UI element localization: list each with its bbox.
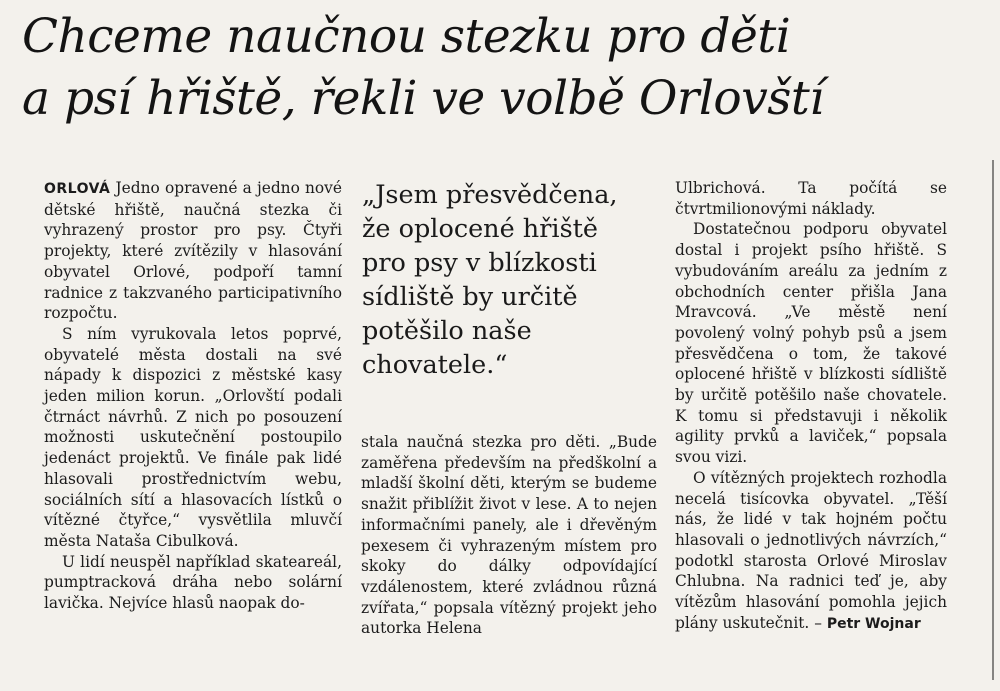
closing-text: O vítězných projektech rozhodla necelá tisícovka obyvatel. „Těší nás, že lidé v tak hojném počtu hlasovali o jednotlivých návrzích,“ podotkl starosta Orlové Miroslav Chlubna. Na radnici teď je, aby vítězům hlasování pomohla jejich plány uskutečnit. – <box>675 468 947 632</box>
article-column-2 <box>361 432 657 639</box>
lead-text: Jedno opravené a jedno nové dětské hřiště, naučná stezka či vyhrazený prostor pro psy. Čtyři projekty, které zvítězily v hlasování obyvatel Orlové, podpoří tamní radnice z takzvaného participativního rozpočtu. <box>44 179 342 323</box>
pull-quote-line: sídliště by určitě <box>362 282 578 312</box>
author-byline: Petr Wojnar <box>826 615 921 632</box>
paragraph: Ulbrichová. Ta počítá se čtvrtmilionovými náklady. <box>675 179 947 218</box>
pull-quote-line: chovatele.“ <box>362 350 508 380</box>
pull-quote-line: pro psy v blízkosti <box>362 248 597 278</box>
pull-quote-line: že oplocené hřiště <box>362 214 598 244</box>
pull-quote <box>362 178 662 382</box>
lead-paragraph <box>44 178 342 324</box>
article-column-1 <box>44 178 342 614</box>
paragraph: U lidí neuspěl například skateareál, pumptracková dráha nebo solární lavička. Nejvíce hlasů naopak do- <box>44 552 342 613</box>
headline-line-1: Chceme naučnou stezku pro děti <box>22 9 791 64</box>
closing-paragraph <box>675 468 947 635</box>
paragraph: S ním vyrukovala letos poprvé, obyvatelé města dostali na své nápady k dispozici z městské kasy jeden milion korun. „Orlovští podali čtrnáct návrhů. Z nich po posouzení možnosti uskutečnění postoupilo jedenáct projektů. Ve finále pak lidé hlasovali prostřednictvím webu, sociálních sítí a hlasovacích lístků o vítězné čtyřce,“ vysvětlila mluvčí města Nataša Cibulková. <box>44 324 342 550</box>
pull-quote-line: „Jsem přesvědčena, <box>362 180 618 210</box>
paragraph: stala naučná stezka pro děti. „Bude zaměřena především na předškolní a mladší školní děti, kterým se budeme snažit přiblížit život v lese. A to nejen informačními panely, ale i dřevěným pexesem či vyhrazeným místem pro skoky do dálky odpovídající vzdálenostem, které zvládnou různá zvířata,“ popsala vítězný projekt jeho autorka Helena <box>361 433 657 638</box>
article-column-3 <box>675 178 947 634</box>
column-divider <box>992 160 994 680</box>
pull-quote-line: potěšilo naše <box>362 316 532 346</box>
headline <box>22 6 982 130</box>
paragraph: Dostatečnou podporu obyvatel dostal i projekt psího hřiště. S vybudováním areálu za jedním z obchodních center přišla Jana Mravcová. „Ve městě není povolený volný pohyb psů a jsem přesvědčena o tom, že takové oplocené hřiště v blízkosti sídliště by určitě potěšilo naše chovatele. K tomu si představuji i několik agility prvků a laviček,“ popsala svou vizi. <box>675 220 947 467</box>
headline-line-2: a psí hřiště, řekli ve volbě Orlovští <box>22 71 824 126</box>
dateline: ORLOVÁ <box>44 181 111 197</box>
